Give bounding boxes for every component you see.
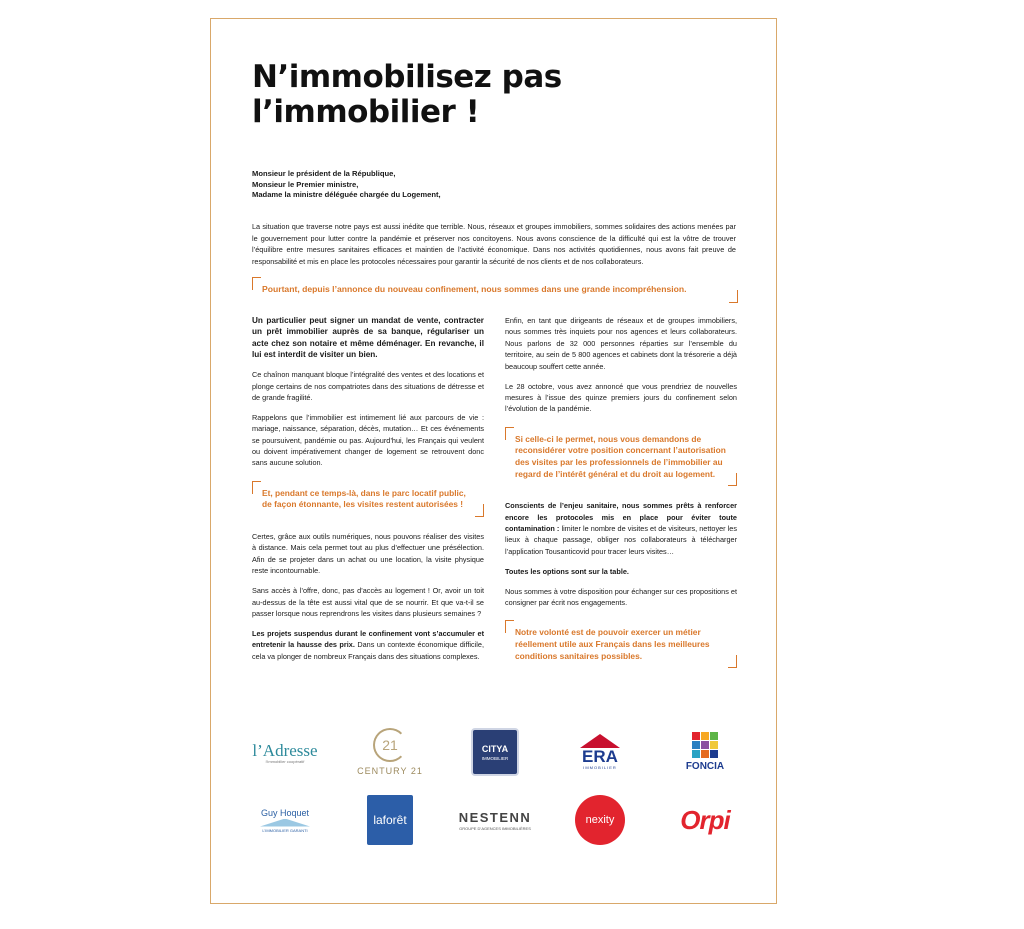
- era-logo-sub: IMMOBILIER: [583, 765, 617, 770]
- laforet-logo-name: laforêt: [367, 795, 413, 845]
- paragraph: Ce chaînon manquant bloque l’intégralité des ventes et des locations et plonge certains de nos compatriotes dans des situations de détresse et de grande fragilité.: [252, 370, 484, 402]
- foncia-tile: [692, 741, 700, 749]
- era-logo-name: ERA: [582, 747, 618, 766]
- citya-logo-name: CITYA: [481, 743, 509, 754]
- foncia-tile: [710, 750, 718, 758]
- guyhoquet-logo: [240, 808, 330, 833]
- nestenn-logo-name: NESTENN: [458, 809, 532, 825]
- pull-quote-demande: [505, 427, 737, 486]
- pull-quote-text: Si celle-ci le permet, nous vous demandons de reconsidérer votre position concernant l’autorisation des visites par les professionnels de l’immobilier au regard de l’intérêt général et du droit au logement.: [515, 433, 726, 479]
- foncia-tiles-icon: [692, 732, 718, 758]
- bold-text: Conscients de l’enjeu sanitaire, nous sommes prêts à renforcer encore les protocoles mis en place pour éviter toute contamination :: [505, 501, 737, 533]
- bold-text: Les projets suspendus durant le confinement vont s’accumuler et entretenir la hausse des prix.: [252, 628, 484, 650]
- paragraph: [252, 628, 484, 662]
- logos-row-1: [240, 722, 750, 782]
- pull-quote-volonte: [505, 620, 737, 668]
- pull-quote-parc-locatif: [252, 481, 484, 517]
- era-logo: [555, 734, 645, 770]
- adresse-logo-name: l’Adresse: [252, 740, 318, 760]
- body-text: Dans un contexte économique difficile, cela va plonger de nombreux Français dans des situations complexes.: [252, 640, 484, 661]
- paragraph: [505, 500, 737, 557]
- paragraph: Toutes les options sont sur la table.: [505, 566, 629, 576]
- bracket-top-left: [505, 620, 514, 633]
- guyhoquet-logo-name: Guy Hoquet: [260, 807, 310, 818]
- paragraph: Sans accès à l’offre, donc, pas d’accès au logement ! Or, avoir un toit au-dessus de la tête est aussi vital que de se nourrir. Et que va-t-il se passer lorsque nous reprendrons les visites dans plusieurs semaines ?: [252, 586, 484, 618]
- citya-logo-sub: IMMOBILIER: [481, 755, 509, 761]
- foncia-logo: [660, 732, 750, 772]
- foncia-tile: [692, 750, 700, 758]
- left-column: [252, 315, 484, 671]
- foncia-tile: [701, 750, 709, 758]
- century21-logo-name: CENTURY 21: [357, 766, 423, 776]
- intro-paragraph: La situation que traverse notre pays est aussi inédite que terrible. Nous, réseaux et groupes immobiliers, sommes solidaires des actions menées par le gouvernement pour lutter contre la pandémie et préserver nos concitoyens. Nous avons conscience de la difficulté qui est la vôtre de trouver l’équilibre entre mesures sanitaires efficaces et maintien de l’activité économique. Dans nos activités quotidiennes, nous avons fait preuve de responsabilité et mis en place les protocoles nécessaires pour garantir la sécurité de nos clients et de nos collaborateurs.: [252, 222, 736, 266]
- bracket-top-left: [252, 277, 261, 290]
- pull-quote-text: Notre volonté est de pouvoir exercer un métier réellement utile aux Français dans les meilleures conditions sanitaires possibles.: [515, 627, 710, 661]
- body-text: limiter le nombre de visites et de visiteurs, nettoyer les lieux à chaque passage, obliger nos collaborateurs à télécharger l’application Tousanticovid pour tracer leurs visites…: [505, 523, 737, 556]
- page-title: [252, 60, 562, 130]
- bracket-bottom-right: [729, 290, 738, 303]
- paragraph: Enfin, en tant que dirigeants de réseaux et de groupes immobiliers, nous sommes très inquiets pour nos agences et leurs collaborateurs. Nous parlons de 32 000 personnes réparties sur l’ensemble du territoire, au sein de 5 800 agences et cabinets dont la trésorerie a déjà beaucoup souffert cette année.: [505, 316, 737, 371]
- laforet-logo: [345, 795, 435, 845]
- century21-logo: [345, 728, 435, 776]
- salutation-line: Madame la ministre déléguée chargée du Logement,: [252, 190, 441, 199]
- title-line-1: N’immobilisez pas: [252, 59, 562, 95]
- salutation-line: Monsieur le Premier ministre,: [252, 179, 359, 189]
- nestenn-logo-sub: GROUPE D’AGENCES IMMOBILIÈRES: [459, 825, 531, 831]
- citya-logo: [450, 728, 540, 776]
- century21-mark-icon: 21: [373, 728, 407, 762]
- pull-quote-incomprehension: [252, 277, 738, 303]
- bracket-bottom-right: [728, 473, 737, 486]
- orpi-logo-name: Orpi: [680, 804, 730, 835]
- pull-quote-text: Et, pendant ce temps-là, dans le parc locatif public, de façon étonnante, les visites restent autorisées !: [262, 487, 466, 510]
- nexity-logo: [555, 795, 645, 845]
- paragraph: Rappelons que l’immobilier est intimement lié aux parcours de vie : mariage, naissance, séparation, décès, mutation… Et ces événements se poursuivent, pandémie ou pas. Aujourd’hui, les Français qui veulent ou doivent impérativement changer de logement se retrouvent donc sans aucune solution.: [252, 412, 484, 468]
- foncia-tile: [692, 732, 700, 740]
- paragraph: Nous sommes à votre disposition pour échanger sur ces propositions et consigner par écrit nos engagements.: [505, 586, 737, 607]
- bracket-bottom-right: [728, 655, 737, 668]
- paragraph: Le 28 octobre, vous avez annoncé que vous prendriez de nouvelles mesures à l’issue des quinze premiers jours du confinement selon l’évolution de la pandémie.: [505, 381, 737, 414]
- bracket-top-left: [252, 481, 261, 494]
- foncia-tile: [710, 732, 718, 740]
- bracket-bottom-right: [475, 504, 484, 517]
- adresse-logo-sub: l’immobilier coopératif: [265, 758, 305, 764]
- title-line-2: l’immobilier !: [252, 94, 480, 130]
- salutation-line: Monsieur le président de la République,: [252, 169, 396, 178]
- foncia-tile: [701, 732, 709, 740]
- right-column: [505, 315, 737, 682]
- guyhoquet-logo-sub: L’IMMOBILIER GARANTI: [262, 827, 308, 833]
- bracket-top-left: [505, 427, 514, 440]
- guyhoquet-roof-icon: [260, 819, 310, 827]
- era-roof-icon: [580, 734, 620, 748]
- lead-paragraph: Un particulier peut signer un mandat de vente, contracter un prêt immobilier auprès de sa banque, régulariser un acte chez son notaire et même déménager. En revanche, il lui est interdit de visiter un bien.: [252, 316, 484, 360]
- nestenn-logo: [450, 810, 540, 831]
- paragraph: Certes, grâce aux outils numériques, nous pouvons réaliser des visites à distance. Mais cela permet tout au plus d’effectuer une présélection. Afin de se projeter dans un achat ou une location, la visite physique reste incontournable.: [252, 532, 484, 576]
- salutation: [252, 169, 441, 201]
- adresse-logo: [240, 741, 330, 764]
- citya-badge: [471, 728, 519, 776]
- pull-quote-text: Pourtant, depuis l’annonce du nouveau confinement, nous sommes dans une grande incompréhension.: [262, 284, 687, 294]
- foncia-tile: [701, 741, 709, 749]
- nexity-logo-name: nexity: [575, 795, 625, 845]
- foncia-logo-name: FONCIA: [685, 761, 725, 772]
- orpi-logo: [660, 805, 750, 836]
- logos-row-2: [240, 792, 750, 848]
- foncia-tile: [710, 741, 718, 749]
